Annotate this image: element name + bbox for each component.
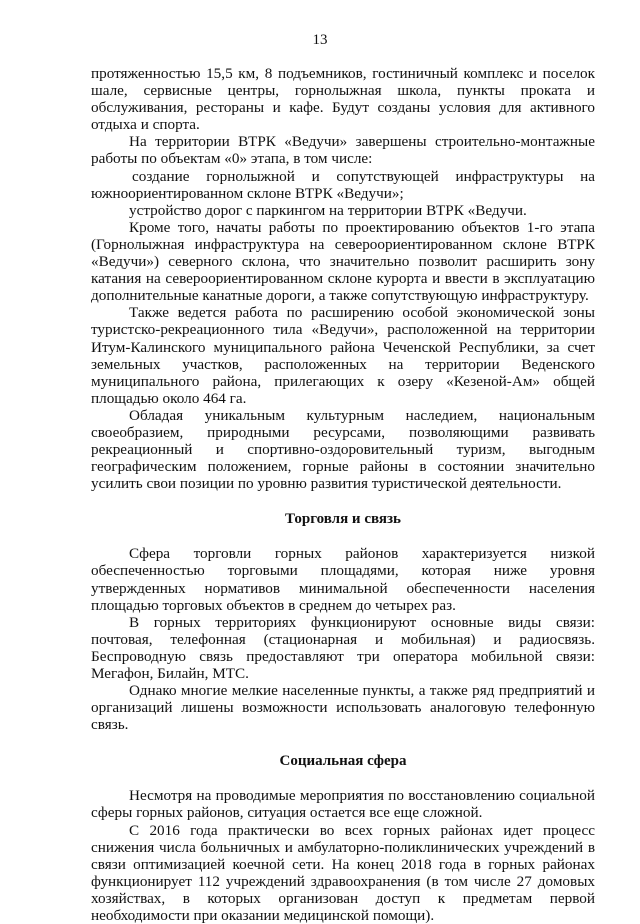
section-heading-social: Социальная сфера <box>279 753 407 770</box>
document-body <box>91 65 595 924</box>
paragraph: Кроме того, начаты работы по проектированию объектов 1-го этапа (Горнолыжная инфраструктура на североориентированном склоне ВТРК «Ведучи») северного склона, что значительно позволит расширить зону катания на североориентированном склоне курорта и ввести в эксплуатацию дополнительные канатные дороги, а также сопутствующую инфраструктуру. <box>91 218 595 305</box>
list-item: устройство дорог с паркингом на территории ВТРК «Ведучи. <box>129 201 527 219</box>
list-item: создание горнолыжной и сопутствующей инфраструктуры на южноориентированном склоне ВТРК «Ведучи»; <box>91 167 595 202</box>
paragraph: Обладая уникальным культурным наследием, национальным своеобразием, природными ресурсами, позволяющими развивать рекреационный и спортивно-оздоровительный туризм, выгодным географическим положением, горные районы в состоянии значительно усилить свои позиции по уровню развития туристической деятельности. <box>91 406 595 493</box>
paragraph: Несмотря на проводимые мероприятия по восстановлению социальной сферы горных районов, ситуация остается все еще сложной. <box>91 787 595 822</box>
paragraph: С 2016 года практически во всех горных районах идет процесс снижения числа больничных и амбулаторно-поликлинических учреждений в связи оптимизацией коечной сети. На конец 2018 года в горных районах функционирует 112 учреждений здравоохранения (в том числе 27 домовых хозяйствах, в которых организован доступ к предметам первой необходимости при оказании медицинской помощи). <box>91 821 595 924</box>
section-heading-trade: Торговля и связь <box>285 511 401 528</box>
page-number: 13 <box>312 32 328 48</box>
paragraph: На территории ВТРК «Ведучи» завершены строительно-монтажные работы по объектам «0» этапа, в том числе: <box>91 133 595 168</box>
paragraph: Однако многие мелкие населенные пункты, а также ряд предприятий и организаций лишены возможности использовать аналоговую телефонную связь. <box>91 682 595 734</box>
paragraph: протяженностью 15,5 км, 8 подъемников, гостиничный комплекс и поселок шале, сервисные центры, горнолыжная школа, пункты проката и обслуживания, рестораны и кафе. Будут созданы условия для активного отдыха и спорта. <box>91 65 595 134</box>
paragraph: Сфера торговли горных районов характеризуется низкой обеспеченностью торговыми площадями, которая ниже уровня утвержденных нормативов минимальной обеспеченности населения площадью торговых объектов в среднем до четырех раз. <box>91 545 595 614</box>
paragraph: В горных территориях функционируют основные виды связи: почтовая, телефонная (стационарная и мобильная) и радиосвязь. Беспроводную связь предоставляют три оператора мобильной связи: Мегафон, Билайн, МТС. <box>91 613 595 682</box>
paragraph: Также ведется работа по расширению особой экономической зоны туристско-рекреационного тила «Ведучи», расположенной на территории Итум-Калинского муниципального района Чеченской Республики, за счет земельных участков, расположенных на территории Веденского муниципального района, прилегающих к озеру «Кезеной-Ам» общей площадью около 464 га. <box>91 304 595 407</box>
